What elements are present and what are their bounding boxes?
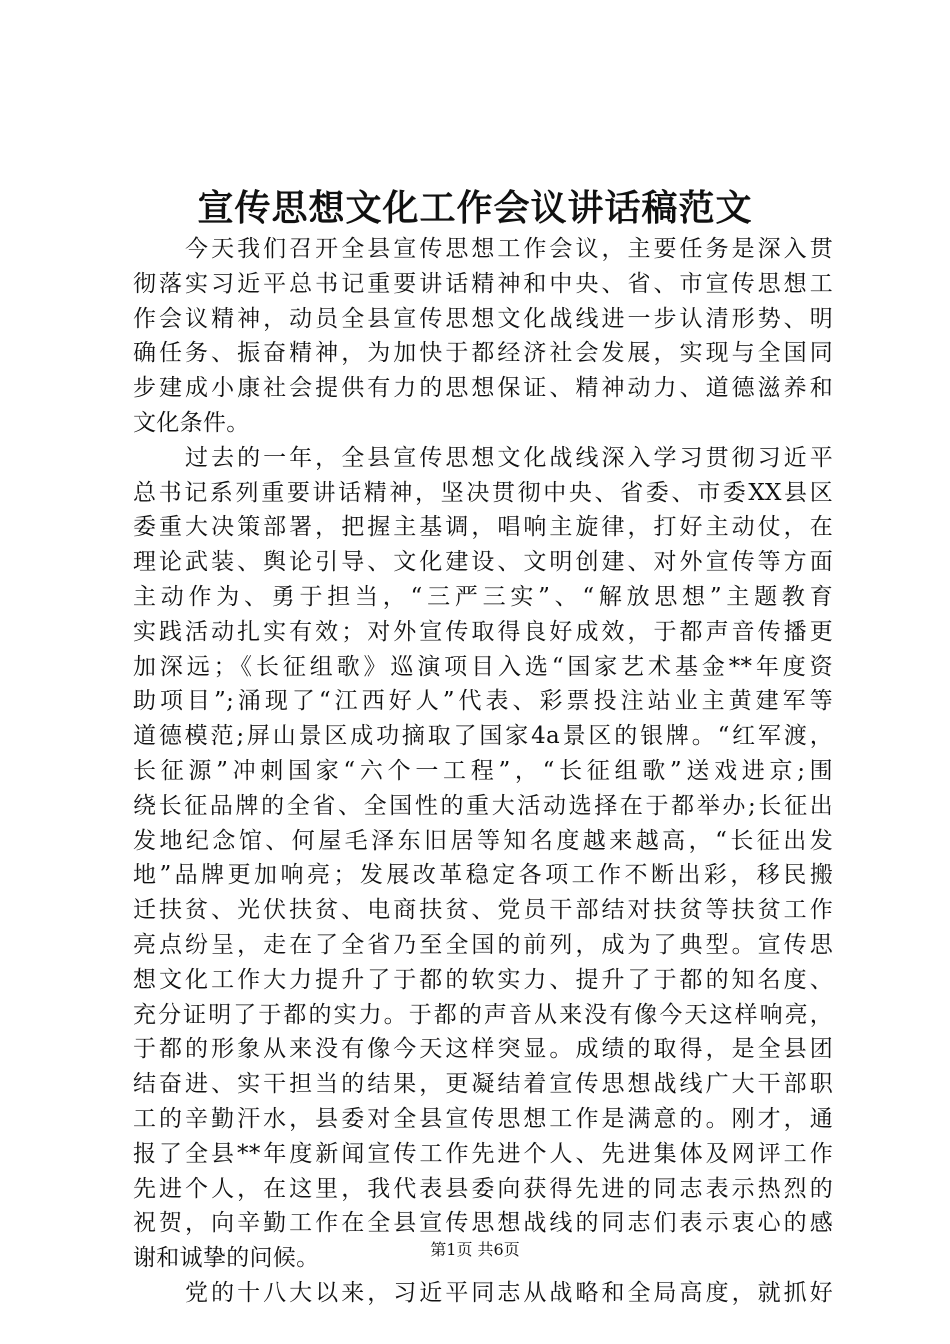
body-line: 结奋进、实干担当的结果，更凝结着宣传思想战线广大干部职 [133,1071,833,1098]
body-line: 实践活动扎实有效；对外宣传取得良好成效，于都声音传播更 [133,618,833,645]
body-line: 过去的一年，全县宣传思想文化战线深入学习贯彻习近平 [133,444,833,471]
body-line: 报了全县**年度新闻宣传工作先进个人、先进集体及网评工作 [133,1140,833,1167]
body-line: 想文化工作大力提升了于都的软实力、提升了于都的知名度、 [133,966,833,993]
body-line: 步建成小康社会提供有力的思想保证、精神动力、道德滋养和 [133,375,833,402]
body-line: 彻落实习近平总书记重要讲话精神和中央、省、市宣传思想工 [133,270,833,297]
body-line: 作会议精神，动员全县宣传思想文化战线进一步认清形势、明 [133,305,833,332]
body-line: 先进个人，在这里，我代表县委向获得先进的同志表示热烈的 [133,1175,833,1202]
body-line: 祝贺，向辛勤工作在全县宣传思想战线的同志们表示衷心的感 [133,1210,833,1237]
body-line: 道德模范;屏山景区成功摘取了国家4a景区的银牌。“红军渡， [133,723,833,750]
body-line: 理论武装、舆论引导、文化建设、文明创建、对外宣传等方面 [133,549,833,576]
body-line: 充分证明了于都的实力。于都的声音从来没有像今天这样响亮， [133,1001,833,1028]
page-footer: 第1页 共6页 [430,1240,520,1259]
body-line: 迁扶贫、光伏扶贫、电商扶贫、党员干部结对扶贫等扶贫工作 [133,897,833,924]
body-line: 绕长征品牌的全省、全国性的重大活动选择在于都举办;长征出 [133,792,833,819]
body-line: 文化条件。 [133,409,250,436]
body-line: 于都的形象从来没有像今天这样突显。成绩的取得，是全县团 [133,1036,833,1063]
body-line: 助项目”;涌现了“江西好人”代表、彩票投注站业主黄建军等 [133,688,833,715]
body-line: 党的十八大以来，习近平同志从战略和全局高度，就抓好 [133,1279,833,1306]
body-line: 亮点纷呈，走在了全省乃至全国的前列，成为了典型。宣传思 [133,931,833,958]
body-line: 确任务、振奋精神，为加快于都经济社会发展，实现与全国同 [133,340,833,367]
body-line: 委重大决策部署，把握主基调，唱响主旋律，打好主动仗，在 [133,514,833,541]
document-title: 宣传思想文化工作会议讲话稿范文 [197,187,753,229]
body-line: 地”品牌更加响亮；发展改革稳定各项工作不断出彩，移民搬 [133,862,833,889]
body-line: 加深远；《长征组歌》巡演项目入选“国家艺术基金**年度资 [133,653,833,680]
body-line: 主动作为、勇于担当，“三严三实”、“解放思想”主题教育 [133,583,833,610]
body-line: 发地纪念馆、何屋毛泽东旧居等知名度越来越高，“长征出发 [133,827,833,854]
body-line: 今天我们召开全县宣传思想工作会议，主要任务是深入贯 [133,236,833,262]
body-line: 长征源”冲刺国家“六个一工程”，“长征组歌”送戏进京;围 [133,757,833,784]
body-line: 工的辛勤汗水，县委对全县宣传思想工作是满意的。刚才，通 [133,1105,833,1132]
body-line: 谢和诚挚的问候。 [133,1245,320,1272]
body-line: 总书记系列重要讲话精神，坚决贯彻中央、省委、市委XX县区 [133,479,833,506]
document-body [133,232,833,1311]
